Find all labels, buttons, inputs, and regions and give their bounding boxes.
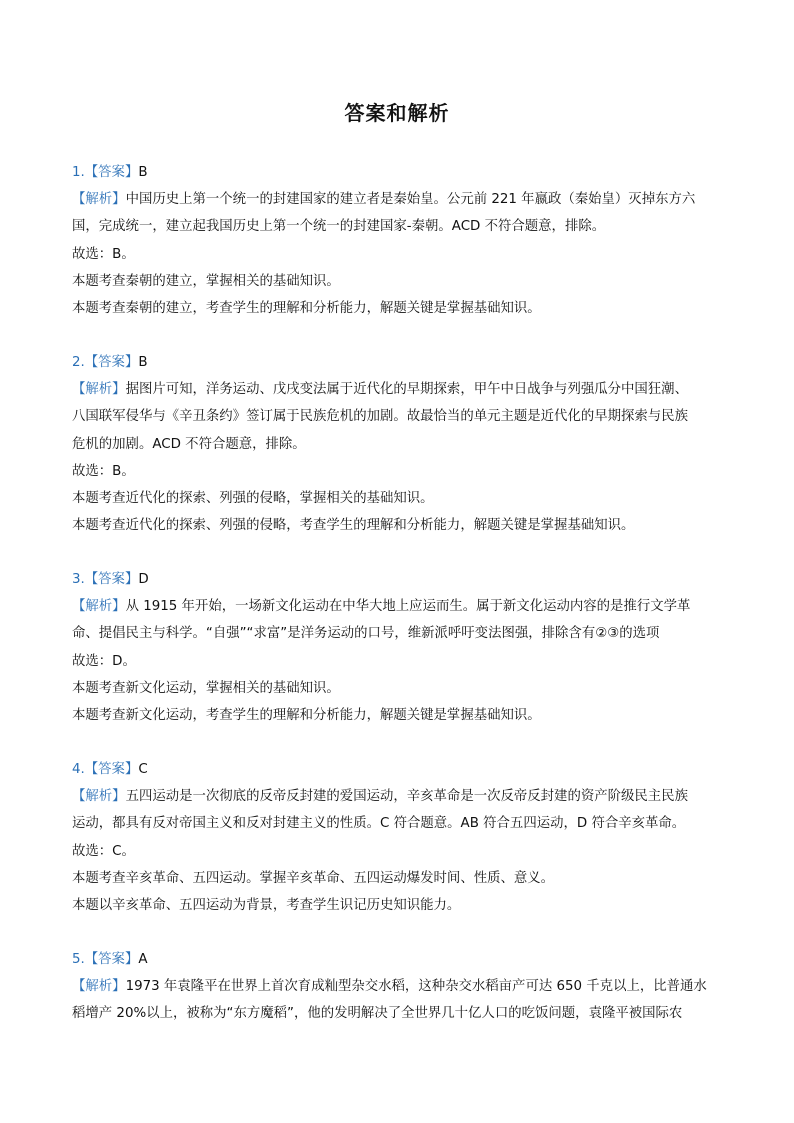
- answer-value: D: [138, 572, 149, 587]
- question-number: 4.: [72, 762, 85, 777]
- answer-line: [72, 756, 722, 783]
- answer-value: C: [138, 762, 148, 777]
- knowledge-text: 本题考查辛亥革命、五四运动。掌握辛亥革命、五四运动爆发时间、性质、意义。: [72, 870, 555, 886]
- knowledge-text: 本题考查近代化的探索、列强的侵略，掌握相关的基础知识。: [72, 490, 434, 506]
- question-number: 3.: [72, 572, 85, 587]
- analysis-tag: 【解析】: [72, 192, 126, 208]
- answer-tag: 【答案】: [84, 572, 139, 587]
- answer-tag: 【答案】: [84, 165, 139, 180]
- analysis-line: [72, 376, 722, 403]
- answer-item-4: [72, 756, 722, 919]
- answer-item-1: [72, 159, 722, 322]
- analysis-text: 稻增产 20%以上，被称为“东方魔稻”，他的发明解决了全世界几十亿人口的吃饭问题，袁隆平被国际农: [72, 1006, 683, 1022]
- ability-text: 本题考查新文化运动，考查学生的理解和分析能力，解题关键是掌握基础知识。: [72, 707, 541, 723]
- question-number: 2.: [72, 355, 85, 370]
- answer-line: [72, 159, 722, 186]
- analysis-text: 五四运动是一次彻底的反帝反封建的爱国运动，辛亥革命是一次反帝反封建的资产阶级民主民族: [125, 789, 688, 805]
- choice-text: 故选：C。: [72, 843, 135, 859]
- analysis-tag: 【解析】: [72, 382, 126, 398]
- analysis-line: [72, 593, 722, 620]
- answer-line: [72, 566, 722, 593]
- analysis-line: [72, 186, 722, 213]
- analysis-text: 危机的加剧。ACD 不符合题意，排除。: [72, 436, 306, 452]
- answer-value: B: [138, 165, 148, 180]
- answer-line: [72, 349, 722, 376]
- analysis-text: 中国历史上第一个统一的封建国家的建立者是秦始皇。公元前 221 年嬴政（秦始皇）灭掉东方六: [125, 192, 696, 208]
- answer-item-2: [72, 349, 722, 539]
- analysis-line: [72, 973, 722, 1000]
- question-number: 5.: [72, 952, 85, 967]
- answer-tag: 【答案】: [84, 355, 139, 370]
- analysis-text: 命、提倡民主与科学。“自强”“求富”是洋务运动的口号，维新派呼吁变法图强，排除含有②③的选项: [72, 626, 660, 642]
- choice-text: 故选：D。: [72, 653, 136, 669]
- knowledge-text: 本题考查秦朝的建立，掌握相关的基础知识。: [72, 273, 340, 289]
- page-title: 答案和解析: [344, 101, 450, 125]
- ability-text: 本题以辛亥革命、五四运动为背景，考查学生识记历史知识能力。: [72, 897, 461, 913]
- analysis-line: [72, 783, 722, 810]
- analysis-text: 国，完成统一，建立起我国历史上第一个统一的封建国家-秦朝。ACD 不符合题意，排除。: [72, 219, 606, 235]
- answer-value: B: [138, 355, 148, 370]
- analysis-tag: 【解析】: [72, 789, 126, 805]
- analysis-text: 八国联军侵华与《辛丑条约》签订属于民族危机的加剧。故最恰当的单元主题是近代化的早期探索与民族: [72, 409, 688, 425]
- answer-tag: 【答案】: [84, 952, 139, 967]
- analysis-tag: 【解析】: [72, 979, 126, 995]
- analysis-tag: 【解析】: [72, 599, 126, 615]
- answer-line: [72, 946, 722, 973]
- analysis-text: 据图片可知，洋务运动、戊戌变法属于近代化的早期探索，甲午中日战争与列强瓜分中国狂潮、: [125, 382, 688, 398]
- analysis-text: 从 1915 年开始，一场新文化运动在中华大地上应运而生。属于新文化运动内容的是推行文学革: [125, 599, 691, 615]
- question-number: 1.: [72, 165, 85, 180]
- choice-text: 故选：B。: [72, 463, 135, 479]
- choice-text: 故选：B。: [72, 246, 135, 262]
- answer-item-5: [72, 946, 722, 1028]
- answer-item-3: [72, 566, 722, 729]
- ability-text: 本题考查近代化的探索、列强的侵略，考查学生的理解和分析能力，解题关键是掌握基础知识。: [72, 518, 635, 534]
- answer-tag: 【答案】: [84, 762, 139, 777]
- analysis-text: 1973 年袁隆平在世界上首次育成籼型杂交水稻，这种杂交水稻亩产可达 650 千克以上，比普通水: [125, 979, 707, 995]
- analysis-text: 运动，都具有反对帝国主义和反对封建主义的性质。C 符合题意。AB 符合五四运动，D 符合辛亥革命。: [72, 816, 686, 832]
- ability-text: 本题考查秦朝的建立，考查学生的理解和分析能力，解题关键是掌握基础知识。: [72, 300, 541, 316]
- answer-value: A: [138, 952, 148, 967]
- knowledge-text: 本题考查新文化运动，掌握相关的基础知识。: [72, 680, 340, 696]
